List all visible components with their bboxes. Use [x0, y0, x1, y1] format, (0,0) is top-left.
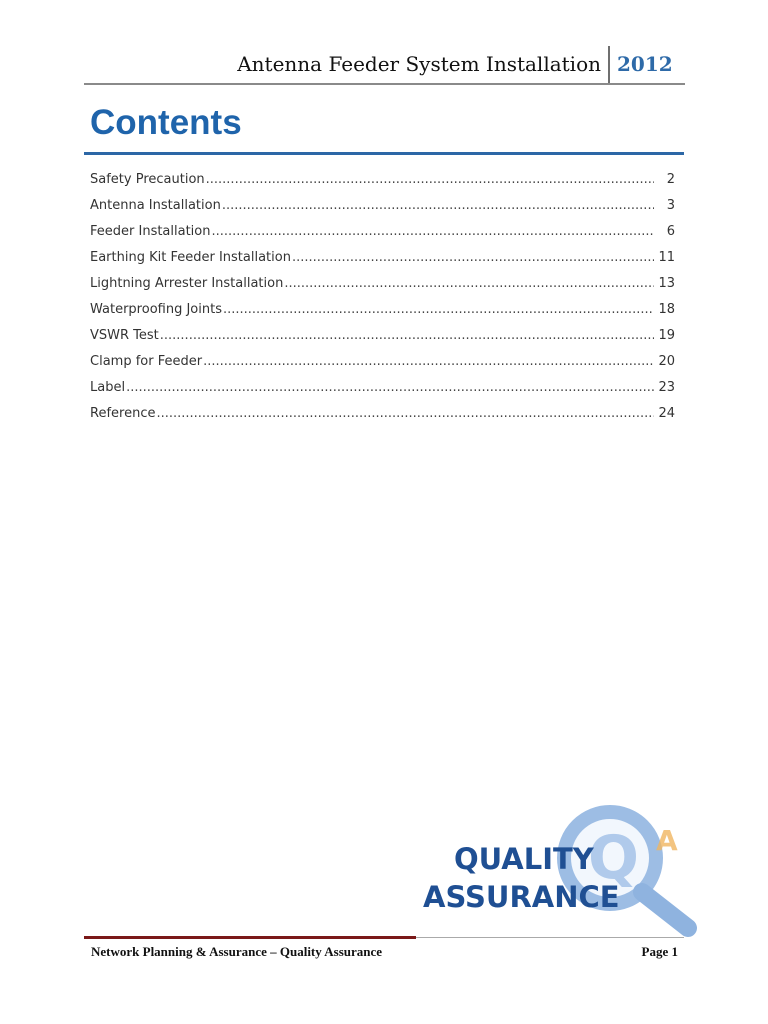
toc-entry-label: Feeder Installation — [90, 224, 211, 239]
toc-entry-lightning-arrester-installation[interactable] — [90, 276, 675, 302]
quality-assurance-logo — [420, 800, 700, 940]
toc-entry-label: Safety Precaution — [90, 172, 205, 187]
svg-text:A: A — [656, 824, 678, 857]
logo-line-quality: QUALITY — [454, 842, 594, 876]
toc-entry-page: 18 — [658, 302, 675, 317]
toc-dot-leader — [160, 328, 654, 343]
toc-entry-page: 13 — [658, 276, 675, 291]
toc-entry-feeder-installation[interactable] — [90, 224, 675, 250]
toc-dot-leader — [206, 172, 654, 187]
toc-dot-leader — [156, 406, 654, 421]
toc-entry-antenna-installation[interactable] — [90, 198, 675, 224]
header-title: Antenna Feeder System Installation — [237, 52, 601, 76]
toc-entry-reference[interactable] — [90, 406, 675, 432]
toc-dot-leader — [223, 302, 654, 317]
toc-entry-label: Earthing Kit Feeder Installation — [90, 250, 291, 265]
toc-entry-label: Lightning Arrester Installation — [90, 276, 284, 291]
contents-heading: Contents — [90, 103, 242, 142]
toc-entry-page: 20 — [658, 354, 675, 369]
toc-dot-leader — [292, 250, 654, 265]
toc-dot-leader — [284, 276, 654, 291]
footer-rule-thin — [416, 937, 684, 938]
toc-entry-label: Antenna Installation — [90, 198, 221, 213]
toc-entry-page: 19 — [658, 328, 675, 343]
footer-page-number: Page 1 — [641, 944, 678, 959]
toc-entry-vswr-test[interactable] — [90, 328, 675, 354]
toc-entry-label: VSWR Test — [90, 328, 159, 343]
toc-entry-waterproofing-joints[interactable] — [90, 302, 675, 328]
page-header — [84, 44, 685, 85]
toc-entry-page: 2 — [666, 172, 675, 187]
toc-entry-page: 23 — [658, 380, 675, 395]
toc-entry-clamp-for-feeder[interactable] — [90, 354, 675, 380]
footer-rule — [84, 936, 416, 939]
toc-dot-leader — [126, 380, 654, 395]
toc-entry-label: Waterproofing Joints — [90, 302, 222, 317]
header-divider — [608, 46, 610, 85]
toc-entry-label: Label — [90, 380, 126, 395]
toc-entry-label: Reference — [90, 406, 156, 421]
toc-entry-safety-precaution[interactable] — [90, 172, 675, 198]
toc-entry-page: 3 — [666, 198, 675, 213]
toc-entry-earthing-kit-feeder-installation[interactable] — [90, 250, 675, 276]
toc-entry-page: 6 — [666, 224, 675, 239]
svg-text:Q: Q — [588, 823, 640, 893]
table-of-contents — [90, 172, 675, 432]
header-rule — [84, 83, 685, 85]
toc-dot-leader — [222, 198, 654, 213]
toc-entry-label: Clamp for Feeder — [90, 354, 203, 369]
toc-entry-label-section[interactable] — [90, 380, 675, 406]
header-year: 2012 — [617, 52, 673, 76]
toc-dot-leader — [212, 224, 655, 239]
toc-entry-page: 11 — [658, 250, 675, 265]
logo-line-assurance: ASSURANCE — [423, 880, 620, 914]
heading-rule — [84, 152, 684, 155]
toc-entry-page: 24 — [658, 406, 675, 421]
toc-dot-leader — [203, 354, 654, 369]
footer-department: Network Planning & Assurance – Quality Assurance — [91, 944, 383, 959]
